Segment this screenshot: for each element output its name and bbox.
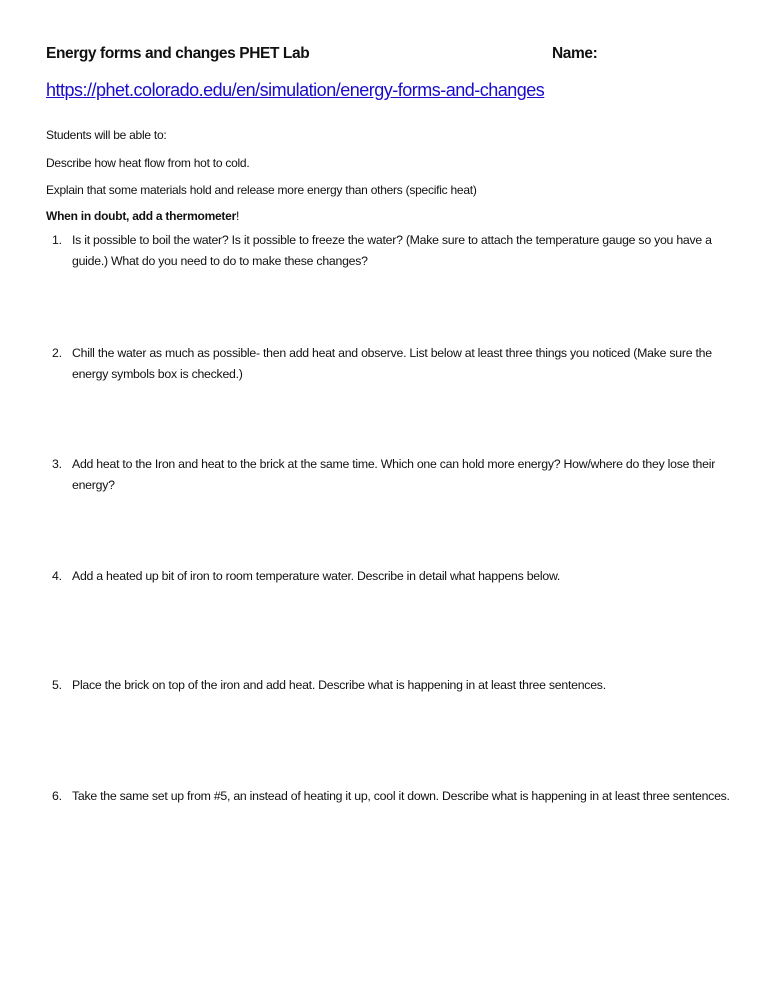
question-text: Place the brick on top of the iron and add heat. Describe what is happening in at least three sentences. [72,678,606,692]
question-number: 4. [52,569,62,583]
question-number: 2. [52,346,62,360]
objectives-heading: Students will be able to: [46,128,167,142]
objective-2: Explain that some materials hold and release more energy than others (specific heat) [46,183,477,197]
question-text: Chill the water as much as possible- then add heat and observe. List below at least three things you noticed (Make sure the energy symbols box is checked.) [72,346,712,381]
objective-1: Describe how heat flow from hot to cold. [46,156,250,170]
question-5 [52,675,732,696]
question-number: 6. [52,789,62,803]
question-4 [52,566,732,587]
tip-end: ! [236,209,240,223]
tip-bold: When in doubt, add a thermometer [46,209,237,223]
question-number: 5. [52,678,62,692]
question-text: Is it possible to boil the water? Is it possible to freeze the water? (Make sure to attach the temperature gauge so you have a guide.) What do you need to do to make these changes? [72,233,712,268]
name-label: Name: [552,45,598,62]
question-1 [52,230,732,272]
question-2 [52,343,732,385]
question-6 [52,786,732,807]
question-number: 1. [52,233,62,247]
question-text: Add heat to the Iron and heat to the brick at the same time. Which one can hold more energy? How/where do they lose their energy? [72,457,716,492]
simulation-link[interactable]: https://phet.colorado.edu/en/simulation/energy-forms-and-changes [46,80,545,100]
question-text: Take the same set up from #5, an instead of heating it up, cool it down. Describe what is happening in at least three sentences. [72,789,730,803]
question-number: 3. [52,457,62,471]
worksheet-title: Energy forms and changes PHET Lab [46,45,310,62]
question-3 [52,454,732,496]
question-text: Add a heated up bit of iron to room temperature water. Describe in detail what happens below. [72,569,561,583]
thermometer-tip [46,209,239,223]
